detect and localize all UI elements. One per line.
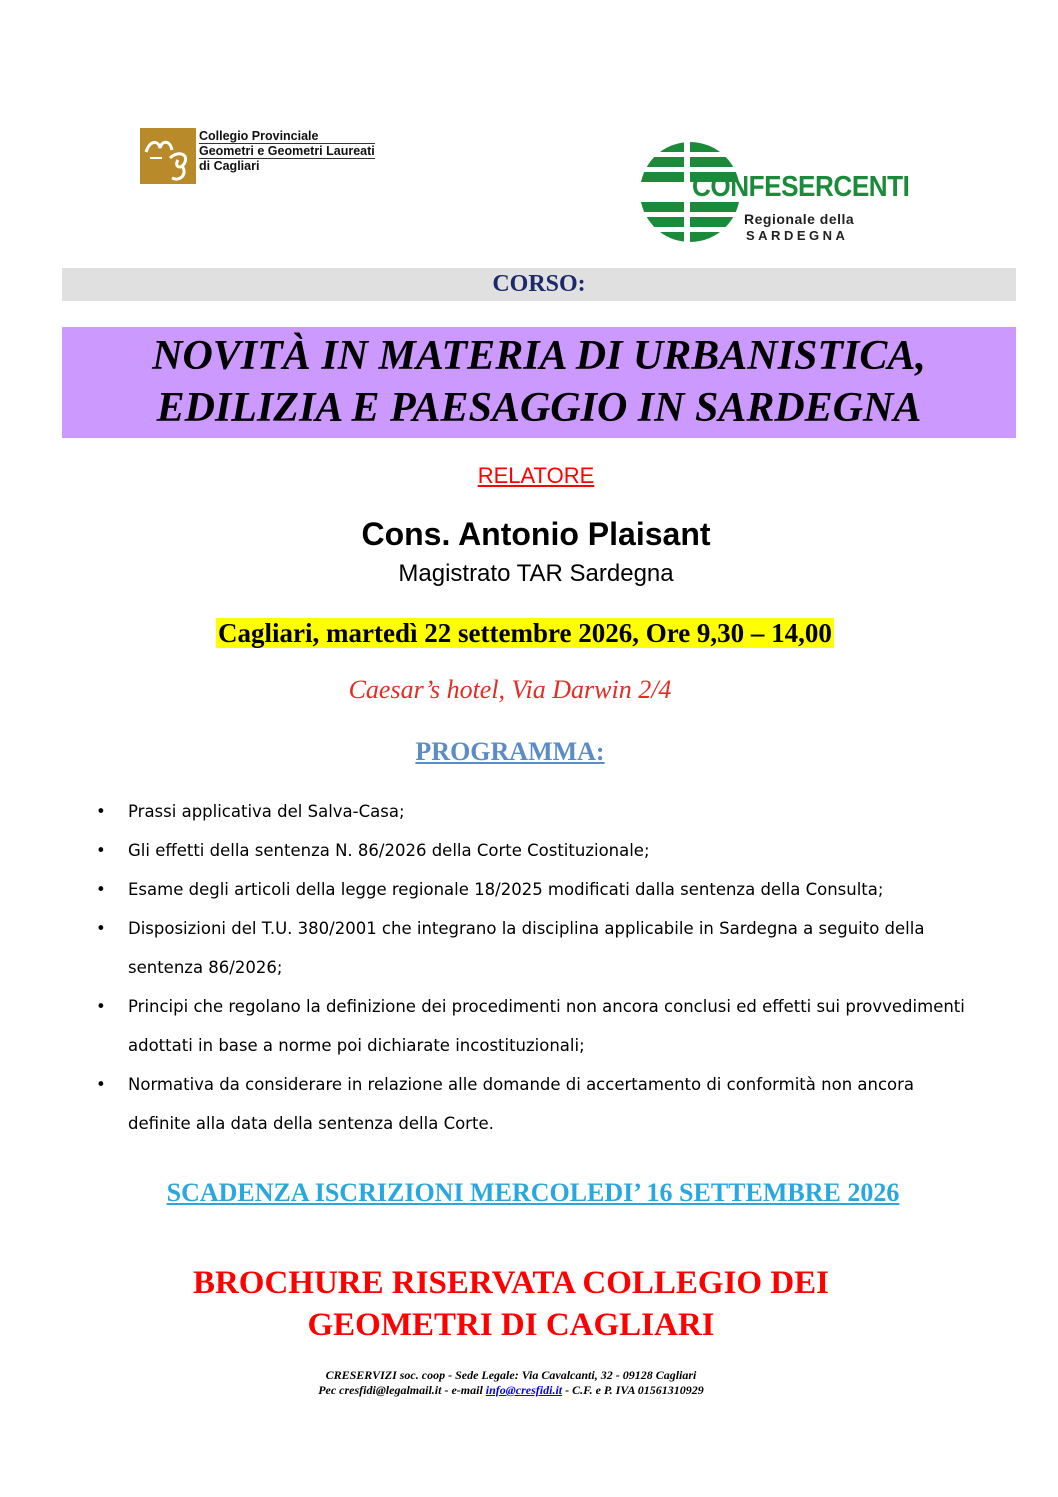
bullet-icon: •: [96, 919, 106, 938]
confesercenti-subtitle-2: SARDEGNA: [746, 228, 849, 243]
collegio-logo-line: di Cagliari: [199, 159, 260, 173]
brochure-notice-line-2: GEOMETRI DI CAGLIARI: [307, 1307, 715, 1343]
footer-pec: Pec cresfidi@legalmail.it - e-mail: [318, 1383, 486, 1397]
event-date: Cagliari, martedì 22 settembre 2026, Ore 9,30 – 14,00: [218, 618, 832, 648]
footer-email-link[interactable]: info@cresfidi.it: [485, 1383, 563, 1397]
footer-line-1: CRESERVIZI soc. coop - Sede Legale: Via Cavalcanti, 32 - 09128 Cagliari: [325, 1368, 697, 1382]
list-item-text: Normativa da considerare in relazione alle domande di accertamento di conformità non ancora definite alla data della sentenza della Corte.: [128, 1075, 915, 1133]
speaker-name: Cons. Antonio Plaisant: [361, 516, 711, 552]
collegio-logo: [140, 128, 400, 186]
collegio-logo-text: [199, 129, 375, 173]
list-item-text: Esame degli articoli della legge regionale 18/2025 modificati dalla sentenza della Consulta;: [128, 880, 884, 899]
programma-heading: PROGRAMMA:: [415, 737, 605, 766]
event-venue: Caesar’s hotel, Via Darwin 2/4: [348, 675, 672, 704]
programma-list: [92, 792, 972, 1143]
list-item: [92, 1065, 972, 1143]
bullet-icon: •: [96, 1075, 106, 1094]
confesercenti-subtitle-1: Regionale della: [744, 211, 855, 227]
footer-line-2: [0, 1383, 1022, 1398]
confesercenti-name: CONFESERCENTI: [692, 171, 910, 203]
list-item: [92, 909, 972, 987]
course-title-line-1: NOVITÀ IN MATERIA DI URBANISTICA,: [152, 333, 926, 379]
course-title: [62, 330, 1016, 434]
bullet-icon: •: [96, 880, 106, 899]
corso-label: CORSO:: [492, 271, 586, 297]
bullet-icon: •: [96, 802, 106, 821]
bullet-icon: •: [96, 841, 106, 860]
collegio-logo-line: Collegio Provinciale: [199, 129, 375, 144]
list-item-text: Principi che regolano la definizione dei procedimenti non ancora conclusi ed effetti sui provvedimenti adottati in base a norme poi dichiarate incostituzionali;: [128, 997, 965, 1055]
list-item-text: Gli effetti della sentenza N. 86/2026 della Corte Costituzionale;: [128, 841, 650, 860]
brochure-notice: [0, 1262, 1022, 1346]
list-item-text: Disposizioni del T.U. 380/2001 che integrano la disciplina applicabile in Sardegna a seguito della sentenza 86/2026;: [128, 919, 925, 977]
footer-vat: - C.F. e P. IVA 01561310929: [562, 1383, 704, 1397]
collegio-logo-line: Geometri e Geometri Laureati: [199, 144, 375, 158]
list-item: [92, 831, 972, 870]
list-item: [92, 987, 972, 1065]
brochure-notice-line-1: BROCHURE RISERVATA COLLEGIO DEI: [192, 1265, 830, 1301]
list-item-text: Prassi applicativa del Salva-Casa;: [128, 802, 405, 821]
relatore-label: RELATORE: [477, 463, 595, 488]
list-item: [92, 870, 972, 909]
collegio-logo-mark-icon: [140, 128, 196, 184]
footer: [0, 1368, 1022, 1398]
list-item: [92, 792, 972, 831]
registration-deadline: SCADENZA ISCRIZIONI MERCOLEDI’ 16 SETTEMBRE 2026: [166, 1178, 900, 1207]
event-date-container: [0, 614, 1050, 652]
speaker-role: Magistrato TAR Sardegna: [398, 560, 674, 587]
confesercenti-logo: [640, 140, 910, 245]
course-title-line-2: EDILIZIA E PAESAGGIO IN SARDEGNA: [156, 385, 922, 431]
bullet-icon: •: [96, 997, 106, 1016]
